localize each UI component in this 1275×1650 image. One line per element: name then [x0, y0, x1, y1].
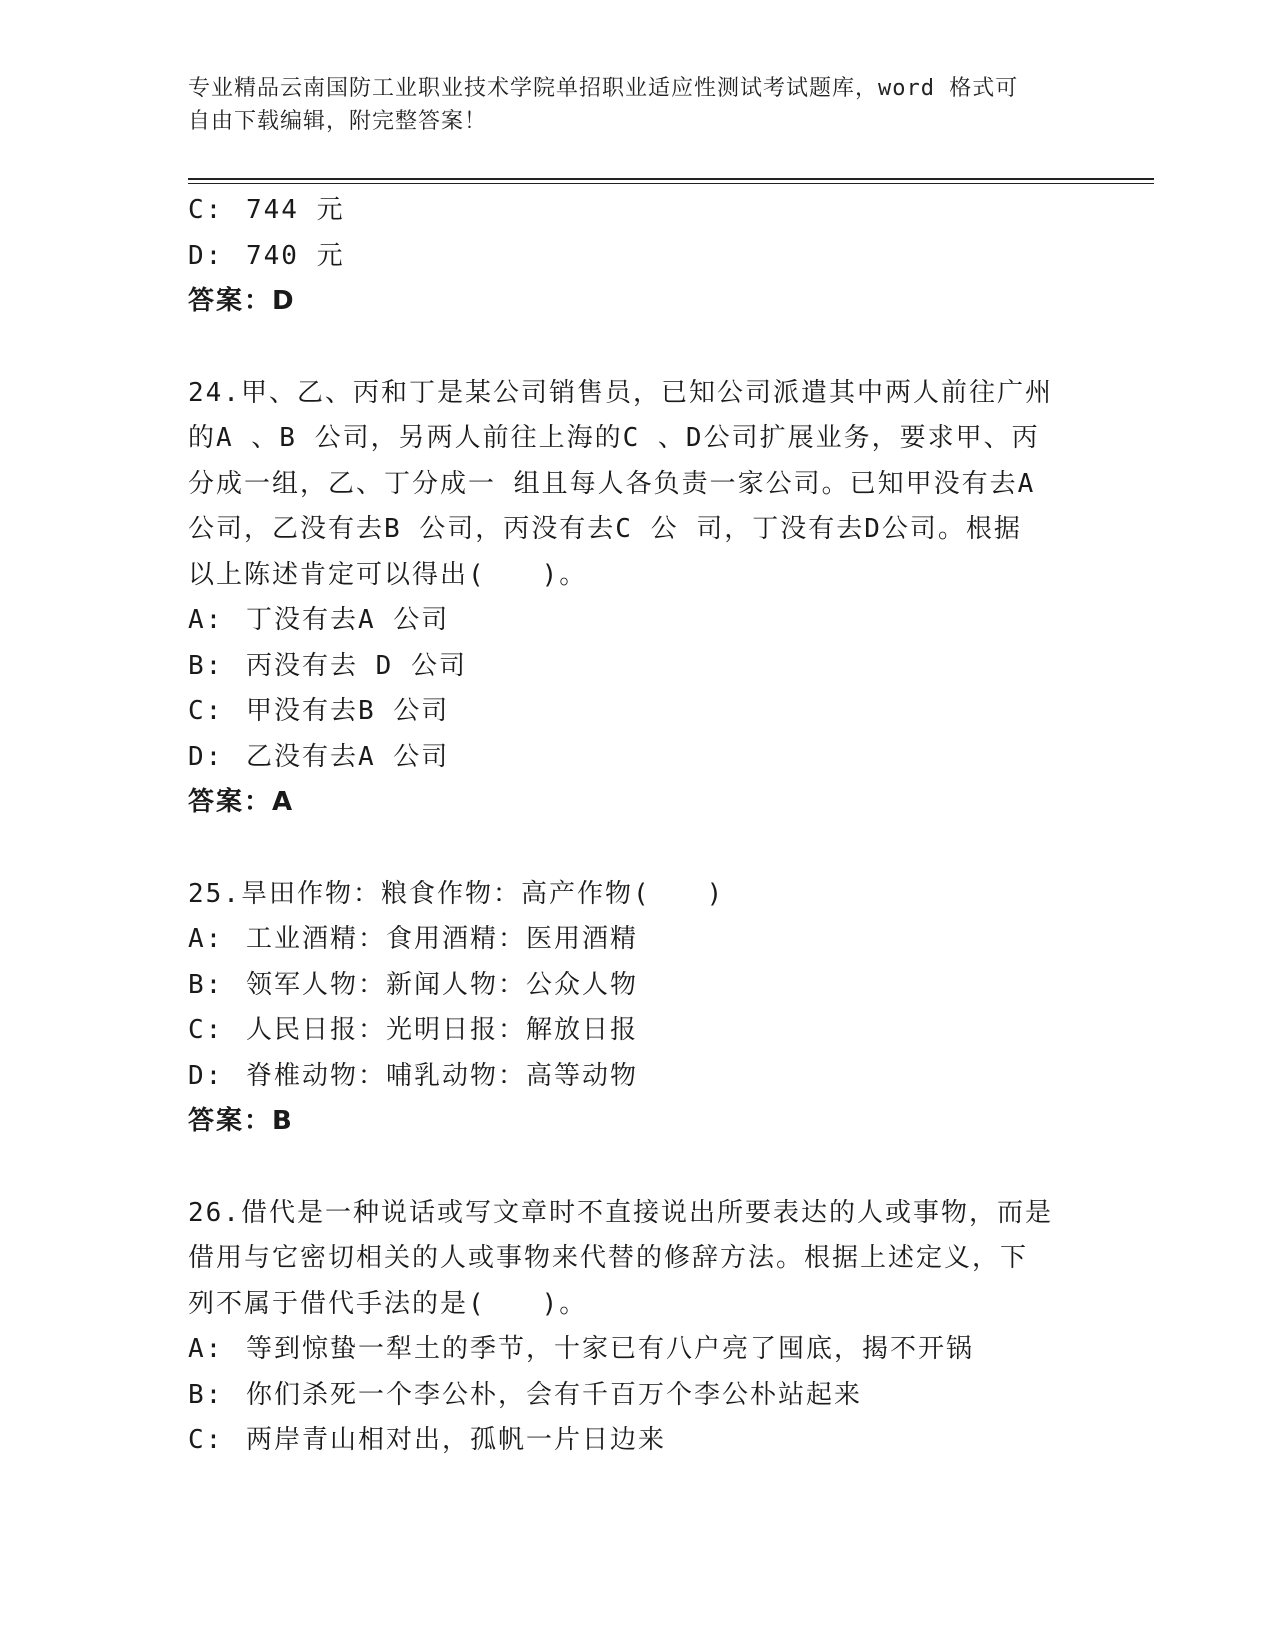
option-letter: B:: [188, 650, 224, 681]
option-text: 丁没有去A 公司: [246, 605, 450, 635]
answer-label: 答案：: [188, 787, 273, 817]
option-letter: D:: [188, 741, 224, 772]
question-stem-line: 以上陈述肯定可以得出( )。: [188, 559, 588, 590]
answer-value: D: [272, 286, 296, 316]
option-letter: C:: [188, 1425, 224, 1455]
option-letter: A:: [188, 924, 224, 954]
document-body: [188, 188, 1088, 1464]
answer-line: [188, 1099, 1088, 1145]
option-text: 乙没有去A 公司: [246, 741, 450, 772]
option-letter: A:: [188, 1334, 224, 1364]
option-letter: C:: [188, 1015, 224, 1045]
option-letter: B:: [188, 969, 224, 1000]
question-stem-line: 24.甲、乙、丙和丁是某公司销售员，已知公司派遣其中两人前往广州: [188, 377, 1053, 408]
option-letter: B:: [188, 1379, 224, 1410]
option-text: 744 元: [246, 195, 345, 225]
option-c: [188, 1008, 1088, 1054]
option-text: 工业酒精：食用酒精：医用酒精: [246, 924, 639, 954]
option-c: [188, 188, 1088, 234]
option-letter: D:: [188, 1060, 224, 1091]
question-stem-line: 借用与它密切相关的人或事物来代替的修辞方法。根据上述定义，下: [188, 1243, 1029, 1273]
option-a: [188, 1327, 1088, 1373]
option-text: 脊椎动物：哺乳动物：高等动物: [246, 1060, 639, 1091]
header-line-1: 专业精品云南国防工业职业技术学院单招职业适应性测试考试题库，word 格式可: [188, 76, 1019, 101]
option-c: [188, 689, 1088, 735]
option-text: 丙没有去 D 公司: [246, 650, 467, 681]
question-26: [188, 1191, 1088, 1464]
answer-value: A: [272, 787, 295, 817]
option-text: 740 元: [246, 240, 345, 271]
question-24: [188, 371, 1088, 826]
header-rule-thick: [188, 178, 1154, 180]
question-stem-line: 分成一组，乙、丁分成一 组且每人各负责一家公司。已知甲没有去A: [188, 468, 1036, 499]
option-a: [188, 598, 1088, 644]
option-letter: C:: [188, 696, 224, 726]
option-text: 你们杀死一个李公朴，会有千百万个李公朴站起来: [246, 1379, 863, 1410]
option-b: [188, 963, 1088, 1009]
option-text: 两岸青山相对出，孤帆一片日边来: [246, 1425, 667, 1455]
answer-label: 答案：: [188, 286, 273, 316]
option-text: 等到惊蛰一犁土的季节，十家已有八户亮了囤底，揭不开锅: [246, 1334, 975, 1364]
option-text: 领军人物：新闻人物：公众人物: [246, 969, 639, 1000]
option-letter: C:: [188, 195, 224, 225]
option-d: [188, 735, 1088, 781]
answer-line: [188, 279, 1088, 325]
option-d: [188, 1054, 1088, 1100]
option-text: 甲没有去B 公司: [246, 696, 450, 726]
question-stem-line: 25.旱田作物：粮食作物：高产作物( ): [188, 878, 725, 909]
question-stem-line: 列不属于借代手法的是( )。: [188, 1288, 588, 1319]
option-letter: D:: [188, 240, 224, 271]
header-rule-thin: [188, 183, 1154, 184]
prev-question-tail: [188, 188, 1088, 325]
document-header: [188, 72, 1068, 138]
header-line-2: 自由下载编辑，附完整答案！: [188, 109, 488, 134]
question-stem-line: 公司，乙没有去B 公司，丙没有去C 公 司，丁没有去D公司。根据: [188, 514, 1022, 544]
answer-label: 答案：: [188, 1106, 273, 1136]
answer-value: B: [272, 1106, 294, 1136]
question-25: [188, 872, 1088, 1145]
option-letter: A:: [188, 605, 224, 635]
option-d: [188, 234, 1088, 280]
option-c: [188, 1418, 1088, 1464]
option-a: [188, 917, 1088, 963]
option-text: 人民日报：光明日报：解放日报: [246, 1015, 639, 1045]
option-b: [188, 644, 1088, 690]
answer-line: [188, 780, 1088, 826]
option-b: [188, 1373, 1088, 1419]
question-stem-line: 26.借代是一种说话或写文章时不直接说出所要表达的人或事物，而是: [188, 1197, 1053, 1228]
question-stem-line: 的A 、B 公司，另两人前往上海的C 、D公司扩展业务，要求甲、丙: [188, 423, 1040, 453]
